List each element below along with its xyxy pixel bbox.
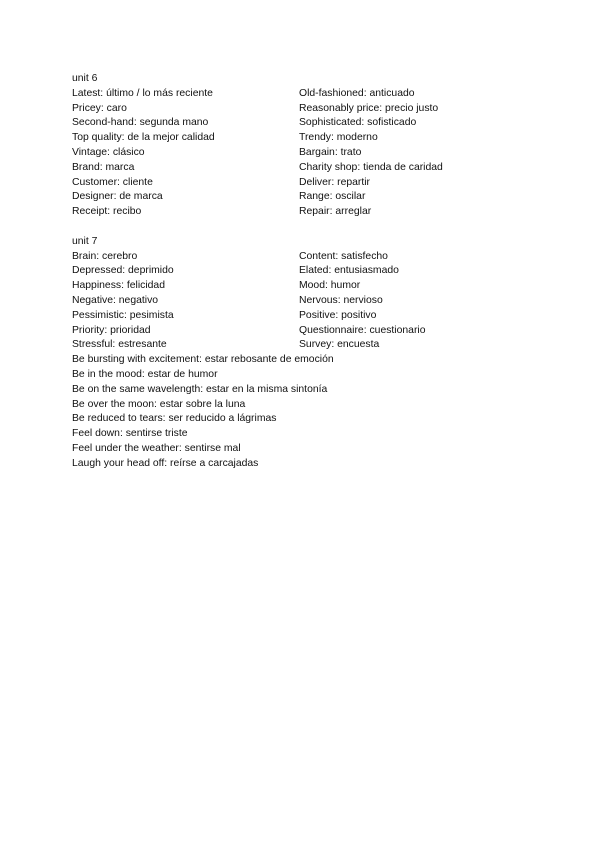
vocab-entry: Old-fashioned: anticuado xyxy=(299,87,415,99)
vocab-entry: Sophisticated: sofisticado xyxy=(299,117,417,129)
vocab-entry: Survey: encuesta xyxy=(299,339,380,351)
expression-entry: Feel down: sentirse triste xyxy=(72,428,188,440)
expression-entry: Feel under the weather: sentirse mal xyxy=(72,443,241,454)
vocab-entry: Pricey: caro xyxy=(72,102,127,114)
vocab-entry: Second-hand: segunda mano xyxy=(72,117,209,129)
vocab-entry: Stressful: estresante xyxy=(72,339,167,351)
expression-entry: Be in the mood: estar de humor xyxy=(72,369,218,380)
expression-entry: Be on the same wavelength: estar en la misma sintonía xyxy=(72,383,328,395)
vocab-entry: Brand: marca xyxy=(72,161,135,173)
vocab-entry: Range: oscilar xyxy=(299,191,366,203)
vocab-entry: Charity shop: tienda de caridad xyxy=(299,161,443,173)
vocab-entry: Nervous: nervioso xyxy=(299,295,383,306)
expression-entry: Be over the moon: estar sobre la luna xyxy=(72,398,246,410)
unit-heading: unit 6 xyxy=(72,73,98,84)
vocab-entry: Elated: entusiasmado xyxy=(299,265,399,277)
vocab-entry: Positive: positivo xyxy=(299,309,377,321)
vocab-entry: Vintage: clásico xyxy=(72,147,145,158)
vocab-entry: Depressed: deprimido xyxy=(72,265,174,277)
vocab-entry: Deliver: repartir xyxy=(299,176,371,188)
vocab-entry: Repair: arreglar xyxy=(299,206,372,218)
expression-entry: Laugh your head off: reírse a carcajadas xyxy=(72,457,259,469)
expression-entry: Be bursting with excitement: estar rebosante de emoción xyxy=(72,354,334,366)
vocab-entry: Content: satisfecho xyxy=(299,250,388,262)
vocab-entry: Designer: de marca xyxy=(72,191,163,203)
vocab-entry: Questionnaire: cuestionario xyxy=(299,324,426,336)
vocab-entry: Reasonably price: precio justo xyxy=(299,102,439,114)
vocab-entry: Latest: último / lo más reciente xyxy=(72,87,213,99)
vocab-entry: Brain: cerebro xyxy=(72,250,138,262)
vocab-entry: Trendy: moderno xyxy=(299,132,378,144)
unit-heading: unit 7 xyxy=(72,235,98,247)
vocab-entry: Pessimistic: pesimista xyxy=(72,309,174,321)
vocab-entry: Mood: humor xyxy=(299,280,361,292)
vocab-entry: Happiness: felicidad xyxy=(72,280,165,292)
expression-entry: Be reduced to tears: ser reducido a lágrimas xyxy=(72,413,277,425)
vocab-entry: Negative: negativo xyxy=(72,295,159,306)
vocab-entry: Top quality: de la mejor calidad xyxy=(72,132,215,144)
vocab-entry: Bargain: trato xyxy=(299,147,362,158)
vocab-entry: Customer: cliente xyxy=(72,176,153,188)
vocab-entry: Receipt: recibo xyxy=(72,206,142,218)
vocab-entry: Priority: prioridad xyxy=(72,324,151,336)
